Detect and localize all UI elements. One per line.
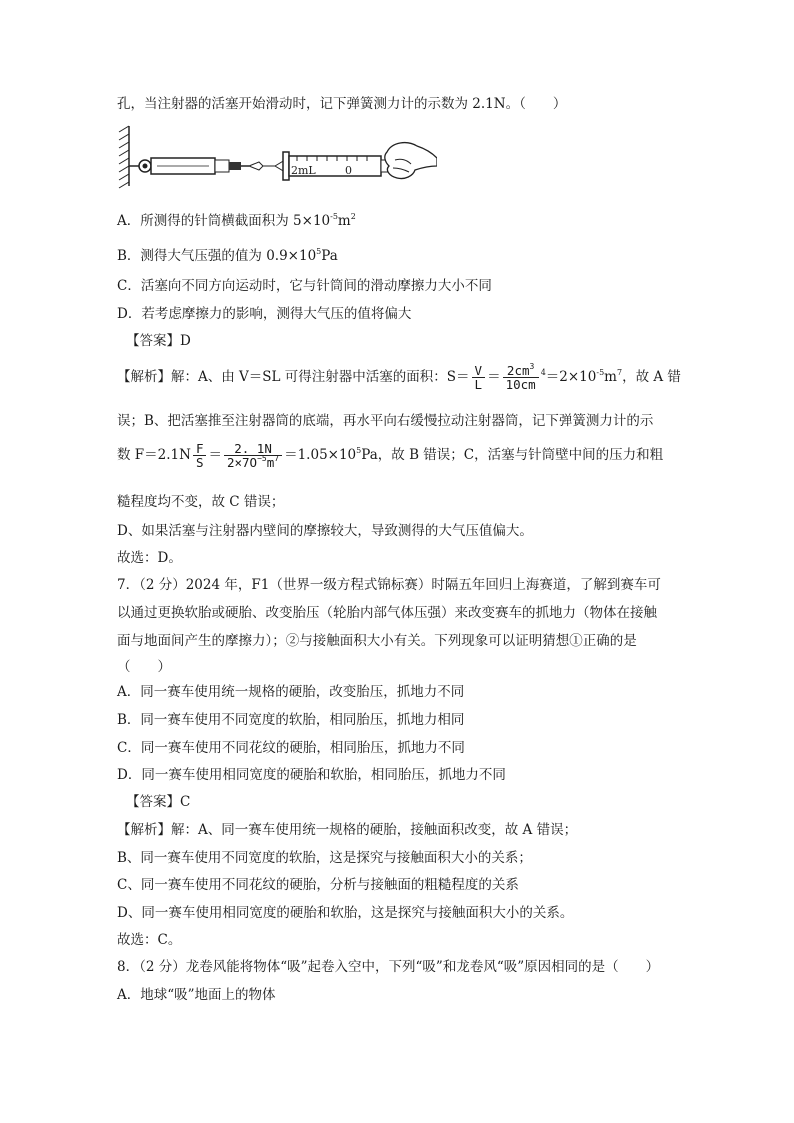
wall [119,126,129,188]
q7-analysis-line4: D、同一赛车使用相同宽度的硬胎和软胎，这是探究与接触面积大小的关系。 [117,905,574,921]
q7-option-b: B．同一赛车使用不同宽度的软胎，相同胎压，抓地力相同 [117,712,465,728]
q7-stem-line4: （ ） [117,659,171,675]
q7-analysis-line1: 【解析】解：A、同一赛车使用统一规格的硬胎，接触面积改变，故 A 错误； [117,822,578,838]
q7-option-d: D．同一赛车使用相同宽度的硬胎和软胎，相同胎压，抓地力不同 [117,767,506,783]
q7-option-c: C．同一赛车使用不同花纹的硬胎，相同胎压，抓地力不同 [117,740,465,756]
q7-stem-line3: 面与地面间产生的摩擦力）；②与接触面积大小有关。下列现象可以证明猜想①正确的是 [117,633,637,649]
q6-option-c: C．活塞向不同方向运动时，它与针筒间的滑动摩擦力大小不同 [117,278,492,294]
q6-analysis-line4: 糙程度均不变，故 C 错误； [117,494,285,510]
q7-analysis-line5: 故选：C。 [117,932,182,948]
q7-stem-line2: 以通过更换软胎或硬胎、改变胎压（轮胎内部气体压强）来改变赛车的抓地力（物体在接触 [117,605,657,621]
q7-option-a: A．同一赛车使用统一规格的硬胎，改变胎压，抓地力不同 [117,684,465,700]
syringe [275,152,399,180]
syringe-figure [117,122,437,190]
hand [385,143,437,179]
q7-analysis-line3: C、同一赛车使用不同花纹的硬胎，分析与接触面的粗糙程度的关系 [117,877,519,893]
q6-option-d: D．若考虑摩擦力的影响，测得大气压的值将偏大 [117,306,412,322]
q6-analysis-line3: 数 F＝2.1N $\frac{F}{S}$ ＝ $\frac{2. 1N}{2\times 7O^{-5}m^7}$ $=1.05\times 10^5Pa$，故 B 错误；C，活塞与针筒壁中间的压力和粗 [117,441,664,470]
syringe-zero-mark: 0 [345,164,352,177]
spring-scale [129,158,249,174]
q8-stem-line1: 8．（2 分）龙卷风能将物体“吸”起卷入空中，下列“吸”和龙卷风“吸”原因相同的是（ ） [117,959,660,975]
q7-stem-line1: 7．（2 分）2024 年，F1（世界一级方程式锦标赛）时隔五年回归上海赛道，了解到赛车可 [117,577,661,593]
syringe-volume-label: 2mL [291,164,316,177]
q6-analysis-line2: 误；B、把活塞推至注射器筒的底端，再水平向右缓慢拉动注射器筒，记下弹簧测力计的示 [117,413,654,429]
q7-analysis-line2: B、同一赛车使用不同宽度的软胎，这是探究与接触面积大小的关系； [117,850,532,866]
q6-analysis-line5: D、如果活塞与注射器内壁间的摩擦较大，导致测得的大气压值偏大。 [117,523,533,539]
q7-answer: 【答案】C [126,794,191,810]
q6-option-a: A．所测得的针筒横截面积为 $5\times 10^{-5}m^2$ [117,212,356,229]
q6-answer: 【答案】D [126,333,191,349]
q6-analysis-line1: 【解析】解：A、由 V＝SL 可得注射器中活塞的面积：S＝ $\frac{V}{L}$ ＝ $\frac{2cm^3}{10cm}$ $^4=2\times 10^{-5}m^7$，故 A 错 [117,362,681,392]
q6-option-b: B．测得大气压强的值为 $0.9\times 10^5Pa$ [117,247,338,264]
connector [249,162,275,170]
q8-option-a: A．地球“吸”地面上的物体 [117,987,276,1003]
q6-stem-tail: 孔，当注射器的活塞开始滑动时，记下弹簧测力计的示数为 2.1N。（ ） [117,96,567,112]
q6-analysis-line6: 故选：D。 [117,550,182,566]
